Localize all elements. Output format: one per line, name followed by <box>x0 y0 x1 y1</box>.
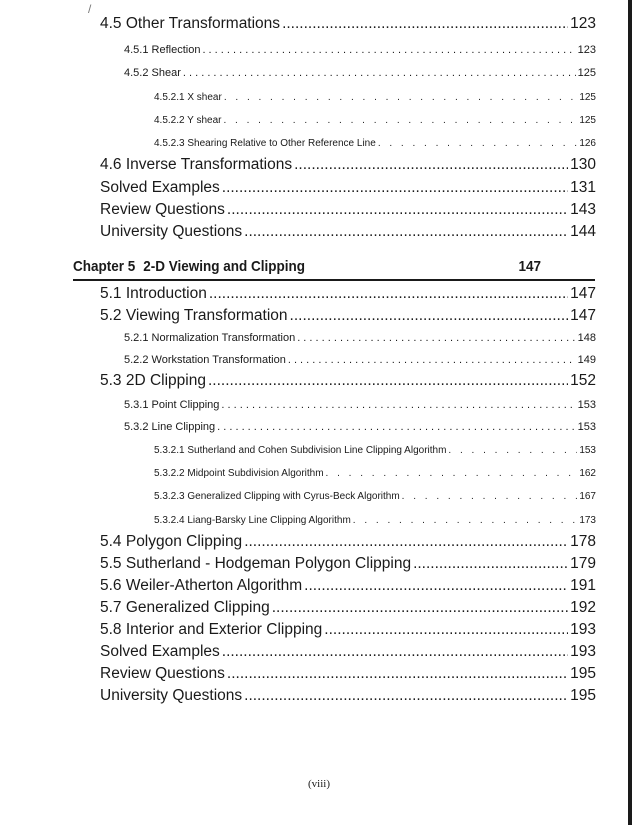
leader-dots <box>326 468 578 479</box>
toc-entry-page: 143 <box>570 201 596 218</box>
toc-entry-label: Review Questions <box>100 665 225 682</box>
toc-entry-label: 5.3.2.2 Midpoint Subdivision Algorithm <box>154 468 324 479</box>
leader-dots <box>297 332 575 344</box>
leader-dots <box>209 285 568 303</box>
pen-mark: / <box>88 2 92 16</box>
toc-entry-label: Solved Examples <box>100 179 220 196</box>
leader-dots <box>227 665 568 683</box>
toc-entry-label: 5.2.2 Workstation Transformation <box>124 354 286 366</box>
toc-entry[interactable] <box>124 421 596 433</box>
toc-entry-page: 144 <box>570 223 596 240</box>
toc-entry-label: 5.5 Sutherland - Hodgeman Polygon Clipping <box>100 555 412 572</box>
toc-entry[interactable] <box>100 15 596 33</box>
toc-entry[interactable] <box>154 138 596 149</box>
toc-entry-page: 153 <box>579 445 596 456</box>
toc-entry-label: 5.3.2.1 Sutherland and Cohen Subdivision Line Clipping Algorithm <box>154 445 447 456</box>
toc-entry-label: 5.2 Viewing Transformation <box>100 307 288 324</box>
leader-dots <box>222 179 568 197</box>
chapter-rule <box>73 279 595 281</box>
toc-entry-label: 5.3.2.4 Liang-Barsky Line Clipping Algorithm <box>154 515 351 526</box>
toc-entry[interactable] <box>100 687 596 705</box>
toc-entry-label: Review Questions <box>100 201 225 218</box>
toc-entry-page: 193 <box>570 621 596 638</box>
leader-dots <box>202 44 575 56</box>
leader-dots <box>183 67 576 79</box>
toc-entry-label: 5.4 Polygon Clipping <box>100 533 243 550</box>
toc-entry[interactable] <box>154 115 596 126</box>
chapter-label: Chapter 5 <box>73 258 136 275</box>
leader-dots <box>244 687 568 705</box>
toc-entry[interactable] <box>100 179 596 197</box>
leader-dots <box>304 577 568 595</box>
toc-entry-label: 4.5.2.2 Y shear <box>154 115 222 126</box>
toc-entry-page: 147 <box>570 307 596 324</box>
leader-dots <box>223 115 577 126</box>
toc-entry-page: 123 <box>570 15 596 32</box>
chapter-heading[interactable] <box>73 258 541 275</box>
toc-entry-page: 153 <box>577 399 596 411</box>
leader-dots <box>448 445 577 456</box>
toc-entry-page: 147 <box>570 285 596 302</box>
toc-entry-label: 5.7 Generalized Clipping <box>100 599 270 616</box>
leader-dots <box>282 15 568 33</box>
leader-dots <box>378 138 578 149</box>
toc-entry[interactable] <box>154 468 596 479</box>
toc-entry-page: 123 <box>577 44 596 56</box>
toc-entry[interactable] <box>154 92 596 103</box>
toc-entry[interactable] <box>154 515 596 526</box>
toc-entry[interactable] <box>124 399 596 411</box>
toc-entry[interactable] <box>100 285 596 303</box>
leader-dots <box>224 92 577 103</box>
leader-dots <box>222 643 568 661</box>
toc-entry-page: 191 <box>570 577 596 594</box>
toc-entry[interactable] <box>100 577 596 595</box>
leader-dots <box>221 399 575 411</box>
toc-entry-page: 148 <box>577 332 596 344</box>
leader-dots <box>217 421 576 433</box>
toc-entry-page: 195 <box>570 665 596 682</box>
toc-entry-page: 153 <box>577 421 596 433</box>
toc-entry[interactable] <box>100 621 596 639</box>
toc-entry-page: 125 <box>579 115 596 126</box>
toc-entry-label: 5.8 Interior and Exterior Clipping <box>100 621 323 638</box>
leader-dots <box>288 354 576 366</box>
leader-dots <box>244 533 568 551</box>
toc-entry[interactable] <box>124 67 596 79</box>
toc-entry-page: 125 <box>577 67 596 79</box>
leader-dots <box>244 223 568 241</box>
toc-entry-page: 195 <box>570 687 596 704</box>
toc-entry-page: 173 <box>579 515 596 526</box>
leader-dots <box>294 156 568 174</box>
toc-entry-page: 162 <box>579 468 596 479</box>
toc-entry-label: University Questions <box>100 687 243 704</box>
toc-entry-label: 4.5.2.1 X shear <box>154 92 222 103</box>
toc-entry-label: 5.2.1 Normalization Transformation <box>124 332 296 344</box>
toc-entry[interactable] <box>100 223 596 241</box>
toc-entry-page: 152 <box>570 372 596 389</box>
chapter-title: 2-D Viewing and Clipping <box>143 258 305 275</box>
toc-entry-label: 4.6 Inverse Transformations <box>100 156 293 173</box>
toc-entry-label: 5.3.1 Point Clipping <box>124 399 220 411</box>
toc-entry-label: 5.3.2 Line Clipping <box>124 421 216 433</box>
toc-entry[interactable] <box>154 445 596 456</box>
toc-entry[interactable] <box>100 599 596 617</box>
toc-entry-label: 5.3 2D Clipping <box>100 372 206 389</box>
toc-entry-label: 5.1 Introduction <box>100 285 207 302</box>
toc-entry[interactable] <box>100 156 596 174</box>
leader-dots <box>290 307 569 325</box>
leader-dots <box>272 599 568 617</box>
toc-entry-label: 4.5.2.3 Shearing Relative to Other Reference Line <box>154 138 376 149</box>
toc-entry[interactable] <box>124 44 596 56</box>
toc-entry-page: 193 <box>570 643 596 660</box>
page-edge-rule <box>628 0 632 825</box>
toc-entry-label: 5.3.2.3 Generalized Clipping with Cyrus-Beck Algorithm <box>154 491 400 502</box>
toc-entry-page: 126 <box>579 138 596 149</box>
toc-entry-page: 179 <box>570 555 596 572</box>
toc-entry-label: 5.6 Weiler-Atherton Algorithm <box>100 577 303 594</box>
toc-entry[interactable] <box>100 555 596 573</box>
toc-entry[interactable] <box>124 332 596 344</box>
leader-dots <box>353 515 578 526</box>
toc-entry[interactable] <box>100 533 596 551</box>
page-number-footer: (viii) <box>308 778 330 790</box>
toc-entry[interactable] <box>100 372 596 390</box>
toc-entry-label: 4.5 Other Transformations <box>100 15 281 32</box>
leader-dots <box>208 372 568 390</box>
toc-entry-page: 167 <box>579 491 596 502</box>
leader-dots <box>324 621 568 639</box>
toc-entry-page: 149 <box>577 354 596 366</box>
toc-entry-page: 192 <box>570 599 596 616</box>
toc-entry[interactable] <box>100 201 596 219</box>
toc-entry-page: 131 <box>570 179 596 196</box>
toc-entry-page: 178 <box>570 533 596 550</box>
leader-dots <box>402 491 578 502</box>
toc-entry-page: 125 <box>579 92 596 103</box>
toc-entry[interactable] <box>100 643 596 661</box>
toc-entry-label: University Questions <box>100 223 243 240</box>
toc-entry-label: 4.5.1 Reflection <box>124 44 201 56</box>
toc-entry[interactable] <box>100 665 596 683</box>
toc-entry[interactable] <box>100 307 596 325</box>
toc-entry-label: Solved Examples <box>100 643 220 660</box>
leader-dots <box>413 555 568 573</box>
toc-entry[interactable] <box>154 491 596 502</box>
toc-entry[interactable] <box>124 354 596 366</box>
toc-entry-label: 4.5.2 Shear <box>124 67 181 79</box>
chapter-page: 147 <box>518 258 541 275</box>
toc-entry-page: 130 <box>570 156 596 173</box>
leader-dots <box>227 201 568 219</box>
